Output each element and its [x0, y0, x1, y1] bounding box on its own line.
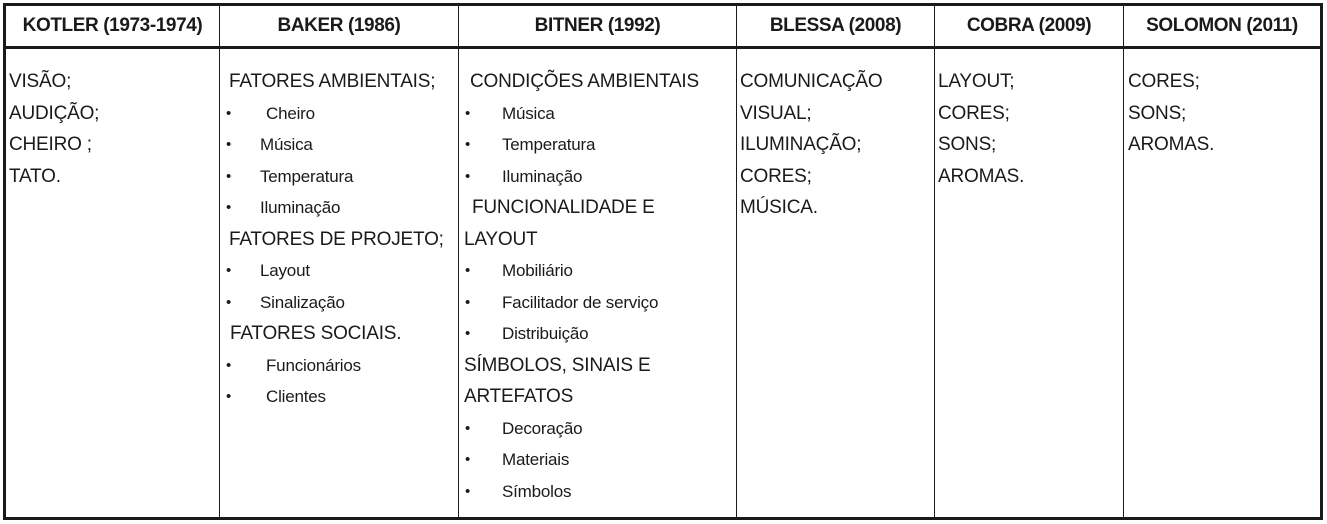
bullet-icon: •	[465, 419, 471, 437]
bullet-item: • Temperatura	[222, 161, 458, 193]
list-item: LAYOUT;	[938, 71, 1015, 92]
group-heading: ARTEFATOS	[464, 386, 574, 407]
bullet-item: • Música	[461, 98, 735, 130]
list-item: VISUAL;	[740, 102, 812, 124]
bullet-icon: •	[465, 262, 471, 279]
column-divider	[219, 6, 220, 517]
cell-blessa	[740, 52, 933, 517]
header-kotler: KOTLER (1973-1974)	[22, 15, 203, 36]
bullet-icon: •	[465, 167, 471, 185]
bullet-icon: •	[465, 451, 471, 468]
list-item: SONS;	[938, 134, 997, 155]
bullet-item: • Distribuição	[461, 318, 735, 350]
bullet-item: • Música	[222, 129, 458, 161]
cell-cobra	[938, 52, 1122, 517]
list-item: SONS;	[1128, 102, 1187, 124]
bullet-icon: •	[226, 262, 232, 279]
cell-baker	[222, 52, 458, 517]
bullet-icon: •	[465, 325, 471, 342]
bullet-icon: •	[465, 136, 471, 153]
bullet-icon: •	[226, 167, 232, 185]
bullet-icon: •	[226, 199, 232, 216]
group-heading: SÍMBOLOS, SINAIS E	[464, 354, 651, 376]
group-heading: CONDIÇÕES AMBIENTAIS	[470, 71, 699, 92]
list-item: CORES;	[740, 165, 812, 187]
bullet-item: • Símbolos	[461, 476, 735, 508]
column-divider	[1123, 6, 1124, 517]
bullet-icon: •	[465, 293, 471, 311]
bullet-icon: •	[226, 356, 232, 374]
list-item: CHEIRO ;	[9, 134, 92, 155]
cell-solomon	[1128, 52, 1320, 517]
column-divider	[934, 6, 935, 517]
header-bitner: BITNER (1992)	[534, 15, 661, 36]
group-heading: FATORES SOCIAIS.	[230, 323, 402, 344]
list-item: CORES;	[1128, 71, 1200, 92]
group-heading: FATORES DE PROJETO;	[229, 228, 444, 250]
bullet-item: • Funcionários	[222, 350, 458, 382]
bullet-item: • Cheiro	[222, 98, 458, 130]
bullet-icon: •	[226, 293, 232, 311]
bullet-item: • Mobiliário	[461, 255, 735, 287]
list-item: AROMAS.	[1128, 134, 1215, 155]
bullet-icon: •	[226, 136, 232, 153]
bullet-item: • Layout	[222, 255, 458, 287]
bullet-icon: •	[226, 388, 232, 405]
group-heading: FATORES AMBIENTAIS;	[229, 71, 436, 92]
comparison-table	[3, 3, 1323, 520]
group-heading: LAYOUT	[464, 228, 538, 250]
header-cobra: COBRA (2009)	[966, 15, 1092, 36]
cell-kotler	[9, 52, 217, 517]
list-item: CORES;	[938, 102, 1010, 124]
list-item: TATO.	[9, 165, 61, 187]
list-item: AROMAS.	[938, 165, 1025, 187]
bullet-icon: •	[465, 482, 471, 500]
group-heading: FUNCIONALIDADE E	[472, 197, 655, 218]
bullet-item: • Facilitador de serviço	[461, 287, 735, 319]
bullet-item: • Temperatura	[461, 129, 735, 161]
cell-bitner	[461, 52, 735, 517]
bullet-item: • Iluminação	[222, 192, 458, 224]
list-item: AUDIÇÃO;	[9, 102, 100, 124]
bullet-item: • Materiais	[461, 444, 735, 476]
bullet-item: • Sinalização	[222, 287, 458, 319]
bullet-item: • Decoração	[461, 413, 735, 445]
header-solomon: SOLOMON (2011)	[1146, 15, 1298, 36]
bullet-icon: •	[465, 104, 471, 122]
list-item: VISÃO;	[9, 71, 72, 92]
list-item: COMUNICAÇÃO	[740, 71, 883, 92]
bullet-item: • Clientes	[222, 381, 458, 413]
bullet-item: • Iluminação	[461, 161, 735, 193]
list-item: ILUMINAÇÃO;	[740, 134, 862, 155]
bullet-icon: •	[226, 104, 232, 122]
column-divider	[736, 6, 737, 517]
header-blessa: BLESSA (2008)	[769, 15, 902, 36]
column-divider	[458, 6, 459, 517]
list-item: MÚSICA.	[740, 197, 818, 218]
header-baker: BAKER (1986)	[277, 15, 401, 36]
